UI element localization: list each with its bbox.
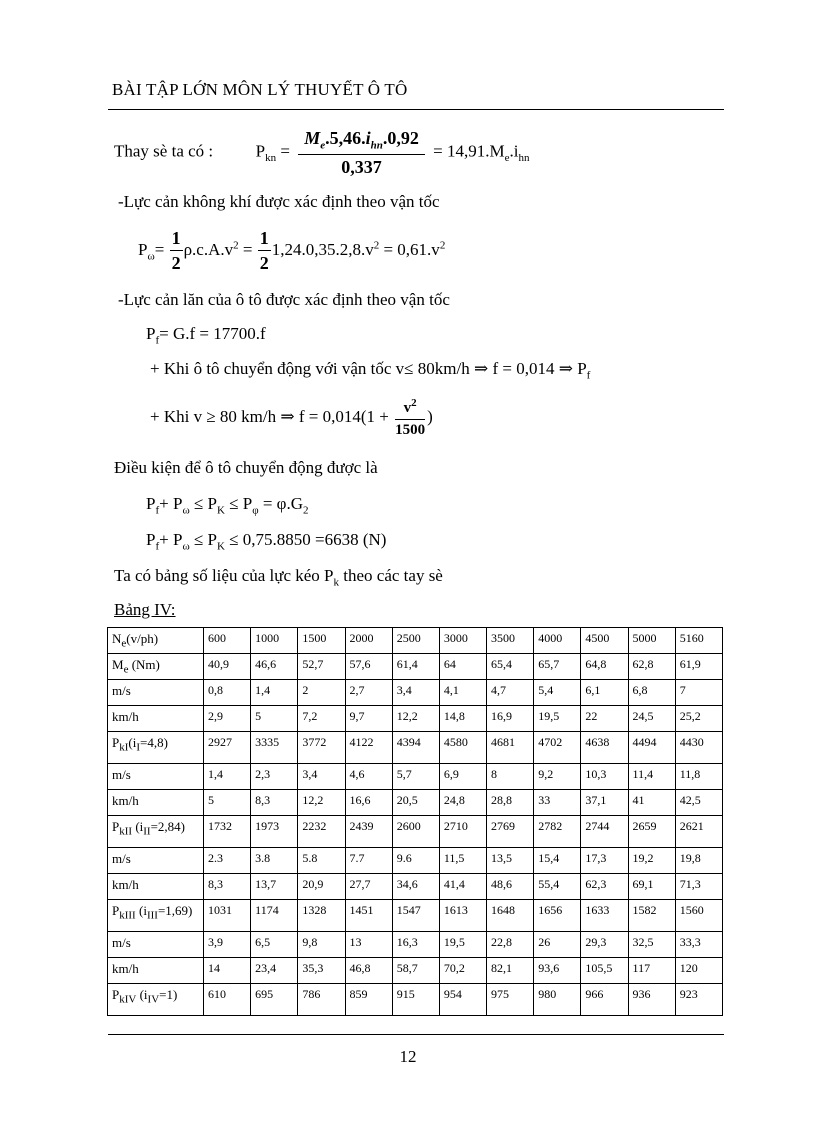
- row-gear1-pk-cell: 2927: [204, 732, 251, 764]
- row-gear4-kmh-cell: 117: [628, 958, 675, 984]
- kmh-label: km/h: [112, 877, 139, 892]
- eq1-num-eff: .0,92: [382, 128, 419, 148]
- row-gear3-kmh-cell: 34,6: [392, 874, 439, 900]
- row-gear4-ms-cell: 22,8: [487, 932, 534, 958]
- row-gear4-kmh-cell: 46,8: [345, 958, 392, 984]
- row-gear1-pk-cell: 4394: [392, 732, 439, 764]
- motion-condition-intro: Điều kiện để ô tô chuyển động được là: [114, 458, 378, 477]
- row-gear2-ms-cell: 11,8: [675, 764, 722, 790]
- row-gear4-ms-cell: 33,3: [675, 932, 722, 958]
- row-engine-speed-cell: 5160: [675, 628, 722, 654]
- page-header: BÀI TẬP LỚN MÔN LÝ THUYẾT Ô TÔ: [112, 80, 408, 99]
- row-gear3-ms-cell: 19,2: [628, 848, 675, 874]
- row-gear3-pk-cell: 1547: [392, 900, 439, 932]
- row-gear4-pk-cell: 915: [392, 984, 439, 1016]
- row-gear3-kmh-cell: 71,3: [675, 874, 722, 900]
- row-gear2-pk-cell: 2439: [345, 816, 392, 848]
- c2-pk-sub: K: [216, 540, 225, 553]
- row-gear4-pk-cell: 786: [298, 984, 345, 1016]
- row-gear2-pk-cell: 2710: [439, 816, 486, 848]
- row-gear3-kmh-cell: 41,4: [439, 874, 486, 900]
- eq2-half-b-num: 1: [258, 228, 271, 251]
- eq2-term2: 1,24.0,35.2,8.v: [271, 239, 374, 259]
- row-engine-torque-cell: 57,6: [345, 654, 392, 680]
- pk-ratio-value: =1): [159, 987, 178, 1002]
- row-gear3-kmh-cell: 27,7: [345, 874, 392, 900]
- row-gear4-ms-cell: 32,5: [628, 932, 675, 958]
- high-speed-num-sup: 2: [411, 397, 417, 409]
- row-engine-speed-cell: 4500: [581, 628, 628, 654]
- row-engine-speed-label: [108, 628, 204, 654]
- row-gear3-ms-cell: 13,5: [487, 848, 534, 874]
- eq2-equals: =: [154, 239, 165, 259]
- row-gear2-kmh: [108, 790, 723, 816]
- row-gear4-ms-cell: 9,8: [298, 932, 345, 958]
- eq1-num-me: M: [304, 128, 321, 148]
- pk-ratio-open: (i: [132, 819, 144, 834]
- row-gear1-pk-cell: 3772: [298, 732, 345, 764]
- row-gear4-ms-cell: 19,5: [439, 932, 486, 958]
- eq1-rhs-sub-hn: hn: [518, 152, 530, 165]
- table-intro-a: Ta có bảng số liệu của lực kéo P: [114, 566, 334, 585]
- row-gear1-pk: [108, 732, 723, 764]
- row-gear4-kmh-cell: 82,1: [487, 958, 534, 984]
- row-engine-torque-cell: 46,6: [251, 654, 298, 680]
- row-engine-speed-cell: 1000: [251, 628, 298, 654]
- row-gear4-ms-cell: 3,9: [204, 932, 251, 958]
- row-gear2-kmh-cell: 37,1: [581, 790, 628, 816]
- row-gear4-pk-cell: 923: [675, 984, 722, 1016]
- row-gear2-ms-cell: 1,4: [204, 764, 251, 790]
- row-gear4-kmh-cell: 14: [204, 958, 251, 984]
- equation-pkn: [114, 128, 529, 178]
- pk-label-sub: kII: [119, 825, 133, 838]
- row-gear2-ms-cell: 3,4: [298, 764, 345, 790]
- pk-ratio-open: (i: [135, 903, 147, 918]
- row-engine-torque-cell: 65,4: [487, 654, 534, 680]
- pk-ratio-sub: I: [136, 741, 141, 754]
- row-gear2-pk-cell: 2659: [628, 816, 675, 848]
- pk-ratio-open: (i: [128, 735, 137, 750]
- pk-ratio-value: =1,69): [157, 903, 193, 918]
- row-gear2-pk: [108, 816, 723, 848]
- row-gear3-kmh-cell: 69,1: [628, 874, 675, 900]
- row-gear1-kmh-cell: 19,5: [534, 706, 581, 732]
- row-gear4-ms-cell: 6,5: [251, 932, 298, 958]
- eq2-lhs: P: [138, 239, 148, 259]
- high-speed-den: 1500: [395, 422, 426, 438]
- c1-pf-sub: f: [155, 504, 160, 517]
- row-gear3-pk-cell: 1560: [675, 900, 722, 932]
- row-gear1-kmh: [108, 706, 723, 732]
- row-gear1-pk-cell: 4638: [581, 732, 628, 764]
- eq2-lhs-sub: ω: [147, 250, 155, 263]
- ms-label: m/s: [112, 935, 131, 950]
- pk-label-sub: kIV: [119, 993, 137, 1006]
- row-gear2-ms-cell: 11,4: [628, 764, 675, 790]
- table-intro-b: theo các tay sè: [339, 566, 443, 585]
- row-gear3-ms-cell: 2.3: [204, 848, 251, 874]
- pk-ratio-sub: IV: [147, 993, 160, 1006]
- row-gear1-ms-cell: 4,7: [487, 680, 534, 706]
- kmh-label: km/h: [112, 709, 139, 724]
- row-gear4-kmh-cell: 35,3: [298, 958, 345, 984]
- row-gear1-ms-cell: 7: [675, 680, 722, 706]
- row-engine-speed-cell: 2500: [392, 628, 439, 654]
- row-engine-speed-cell: 1500: [298, 628, 345, 654]
- low-speed-sub: f: [586, 369, 591, 382]
- eq1-intro: Thay sè ta có :: [114, 141, 214, 161]
- row-gear2-pk-cell: 2600: [392, 816, 439, 848]
- row-gear3-ms-label: [108, 848, 204, 874]
- eq1-denominator: 0,337: [341, 156, 382, 177]
- eq2-term1-sup: 2: [233, 239, 239, 252]
- eq2-term3: = 0,61.v: [379, 239, 440, 259]
- eq1-rhs-i: .i: [509, 141, 519, 161]
- header-rule: [108, 109, 724, 110]
- ne-label-sub: e: [121, 637, 127, 650]
- row-gear2-ms-cell: 9,2: [534, 764, 581, 790]
- row-gear4-kmh-label: [108, 958, 204, 984]
- row-engine-torque-cell: 64,8: [581, 654, 628, 680]
- eq1-rhs: = 14,91.M: [433, 141, 505, 161]
- row-gear2-ms-cell: 6,9: [439, 764, 486, 790]
- eq3-p: P: [146, 324, 156, 343]
- pk-label-sub: kI: [119, 741, 129, 754]
- eq1-fraction: [298, 128, 425, 178]
- row-gear4-pk-label: [108, 984, 204, 1016]
- traction-force-table: [107, 627, 723, 1016]
- row-gear3-ms-cell: 17,3: [581, 848, 628, 874]
- row-engine-speed-cell: 3000: [439, 628, 486, 654]
- row-gear3-pk-cell: 1633: [581, 900, 628, 932]
- row-gear3-ms-cell: 5.8: [298, 848, 345, 874]
- row-gear3-ms: [108, 848, 723, 874]
- eq3-p-sub: f: [155, 334, 160, 347]
- row-gear3-ms-cell: 3.8: [251, 848, 298, 874]
- row-gear2-ms-cell: 2,3: [251, 764, 298, 790]
- row-gear3-pk-cell: 1328: [298, 900, 345, 932]
- row-gear1-kmh-cell: 25,2: [675, 706, 722, 732]
- c2-pk: ≤ P: [189, 530, 217, 549]
- row-engine-torque-cell: 61,4: [392, 654, 439, 680]
- me-label: M: [112, 657, 124, 672]
- eq1-lhs-sub: kn: [265, 152, 277, 165]
- row-gear1-ms-cell: 4,1: [439, 680, 486, 706]
- row-gear4-ms-cell: 26: [534, 932, 581, 958]
- row-gear1-kmh-cell: 14,8: [439, 706, 486, 732]
- pk-ratio-open: (i: [136, 987, 148, 1002]
- row-gear1-kmh-cell: 7,2: [298, 706, 345, 732]
- row-gear2-pk-cell: 2744: [581, 816, 628, 848]
- row-gear1-pk-cell: 4430: [675, 732, 722, 764]
- c1-pf: P: [146, 494, 156, 513]
- row-gear4-pk-cell: 975: [487, 984, 534, 1016]
- row-gear4-kmh-cell: 58,7: [392, 958, 439, 984]
- row-engine-torque-cell: 52,7: [298, 654, 345, 680]
- row-gear1-ms-cell: 2,7: [345, 680, 392, 706]
- row-gear2-kmh-cell: 12,2: [298, 790, 345, 816]
- row-engine-speed: [108, 628, 723, 654]
- condition-inequality-2: [146, 530, 386, 552]
- row-gear3-kmh-cell: 48,6: [487, 874, 534, 900]
- eq2-equals-b: =: [238, 239, 257, 259]
- row-gear2-ms-cell: 10,3: [581, 764, 628, 790]
- row-engine-speed-cell: 3500: [487, 628, 534, 654]
- row-gear1-kmh-cell: 12,2: [392, 706, 439, 732]
- row-gear2-pk-cell: 2232: [298, 816, 345, 848]
- kmh-label: km/h: [112, 961, 139, 976]
- row-gear2-kmh-cell: 41: [628, 790, 675, 816]
- condition-high-speed: [150, 397, 433, 439]
- equation-pw: [138, 228, 445, 274]
- row-gear2-ms-cell: 4,6: [345, 764, 392, 790]
- eq2-half-a-den: 2: [171, 253, 181, 273]
- eq1-num-me-sub: e: [320, 139, 326, 152]
- row-gear2-pk-cell: 2769: [487, 816, 534, 848]
- row-gear4-kmh-cell: 23,4: [251, 958, 298, 984]
- row-engine-speed-cell: 2000: [345, 628, 392, 654]
- eq2-term3-sup: 2: [439, 239, 446, 252]
- high-speed-num: v: [403, 400, 412, 416]
- row-gear3-pk-label: [108, 900, 204, 932]
- ms-label: m/s: [112, 851, 131, 866]
- row-gear2-pk-cell: 1732: [204, 816, 251, 848]
- row-gear3-ms-cell: 9.6: [392, 848, 439, 874]
- row-gear4-kmh-cell: 120: [675, 958, 722, 984]
- row-gear1-pk-cell: 3335: [251, 732, 298, 764]
- row-gear4-pk-cell: 980: [534, 984, 581, 1016]
- row-gear1-kmh-cell: 22: [581, 706, 628, 732]
- footer-rule: [108, 1034, 724, 1035]
- row-gear4-pk: [108, 984, 723, 1016]
- pk-ratio-value: =4,8): [140, 735, 168, 750]
- row-gear2-pk-cell: 1973: [251, 816, 298, 848]
- row-gear3-ms-cell: 15,4: [534, 848, 581, 874]
- row-gear4-pk-cell: 859: [345, 984, 392, 1016]
- eq2-term1: ρ.c.A.v: [183, 239, 234, 259]
- pk-ratio-value: =2,84): [150, 819, 186, 834]
- pk-ratio-sub: III: [146, 909, 158, 922]
- row-gear4-ms-cell: 29,3: [581, 932, 628, 958]
- c1-g-sub: 2: [303, 504, 309, 517]
- row-gear1-pk-cell: 4122: [345, 732, 392, 764]
- row-gear2-kmh-cell: 5: [204, 790, 251, 816]
- low-speed-text: + Khi ô tô chuyển động với vận tốc v≤ 80km/h ⇒ f = 0,014 ⇒ P: [150, 359, 587, 378]
- c1-pw: + P: [159, 494, 183, 513]
- c1-pphi-sub: φ: [252, 504, 259, 517]
- rolling-resistance-intro: -Lực cản lăn của ô tô được xác định theo vận tốc: [118, 290, 450, 309]
- pk-label: P: [112, 735, 120, 750]
- row-engine-speed-cell: 600: [204, 628, 251, 654]
- row-gear2-kmh-cell: 28,8: [487, 790, 534, 816]
- row-gear2-pk-label: [108, 816, 204, 848]
- c2-pw: + P: [159, 530, 183, 549]
- row-engine-torque-cell: 64: [439, 654, 486, 680]
- kmh-label: km/h: [112, 793, 139, 808]
- row-gear3-pk-cell: 1451: [345, 900, 392, 932]
- row-engine-torque-label: [108, 654, 204, 680]
- eq1-num-i: i: [365, 128, 371, 148]
- eq2-half-a-num: 1: [170, 228, 183, 251]
- row-gear1-ms-cell: 6,1: [581, 680, 628, 706]
- row-gear3-pk: [108, 900, 723, 932]
- row-engine-torque: [108, 654, 723, 680]
- row-gear2-kmh-cell: 42,5: [675, 790, 722, 816]
- high-speed-fraction: [395, 397, 425, 439]
- row-gear2-kmh-cell: 20,5: [392, 790, 439, 816]
- row-gear1-pk-cell: 4681: [487, 732, 534, 764]
- row-gear3-ms-cell: 11,5: [439, 848, 486, 874]
- c2-pf-sub: f: [155, 540, 160, 553]
- row-engine-speed-cell: 4000: [534, 628, 581, 654]
- row-gear2-ms-cell: 5,7: [392, 764, 439, 790]
- row-gear3-pk-cell: 1031: [204, 900, 251, 932]
- row-gear1-pk-cell: 4580: [439, 732, 486, 764]
- eq1-rhs-sub-e: e: [504, 152, 510, 165]
- row-gear2-kmh-cell: 24,8: [439, 790, 486, 816]
- row-gear1-kmh-cell: 2,9: [204, 706, 251, 732]
- row-gear2-ms-cell: 8: [487, 764, 534, 790]
- table-intro: [114, 566, 443, 588]
- row-gear4-kmh-cell: 105,5: [581, 958, 628, 984]
- row-gear1-ms-label: [108, 680, 204, 706]
- table-intro-sub: k: [333, 576, 340, 589]
- eq2-half-b-den: 2: [259, 253, 269, 273]
- row-gear3-pk-cell: 1174: [251, 900, 298, 932]
- row-gear3-kmh-cell: 20,9: [298, 874, 345, 900]
- row-engine-speed-cell: 5000: [628, 628, 675, 654]
- eq2-term2-sup: 2: [373, 239, 380, 252]
- row-gear1-ms-cell: 1,4: [251, 680, 298, 706]
- row-gear2-ms-label: [108, 764, 204, 790]
- row-gear3-kmh-cell: 8,3: [204, 874, 251, 900]
- eq1-lhs: P: [255, 141, 266, 161]
- row-gear3-pk-cell: 1648: [487, 900, 534, 932]
- air-resistance-intro: -Lực cản không khí được xác định theo vận tốc: [118, 192, 440, 211]
- me-label-sub: e: [123, 663, 129, 676]
- pk-label: P: [112, 819, 120, 834]
- row-gear2-kmh-cell: 8,3: [251, 790, 298, 816]
- row-gear3-pk-cell: 1613: [439, 900, 486, 932]
- row-gear4-pk-cell: 954: [439, 984, 486, 1016]
- row-gear4-ms: [108, 932, 723, 958]
- row-gear3-pk-cell: 1656: [534, 900, 581, 932]
- eq2-half-b: [258, 228, 271, 274]
- row-gear3-kmh-cell: 62,3: [581, 874, 628, 900]
- row-gear4-pk-cell: 966: [581, 984, 628, 1016]
- me-unit: (Nm): [128, 657, 160, 672]
- equation-pf: [146, 324, 266, 346]
- row-gear3-kmh: [108, 874, 723, 900]
- pk-label: P: [112, 987, 120, 1002]
- row-engine-torque-cell: 62,8: [628, 654, 675, 680]
- row-gear1-ms-cell: 3,4: [392, 680, 439, 706]
- row-gear4-pk-cell: 610: [204, 984, 251, 1016]
- row-gear1-kmh-cell: 5: [251, 706, 298, 732]
- row-gear4-kmh-cell: 93,6: [534, 958, 581, 984]
- eq3-rest: = G.f = 17700.f: [159, 324, 266, 343]
- row-gear2-kmh-cell: 16,6: [345, 790, 392, 816]
- high-speed-text: + Khi v ≥ 80 km/h ⇒ f = 0,014(1 +: [150, 406, 394, 426]
- ms-label: m/s: [112, 767, 131, 782]
- row-gear3-ms-cell: 19,8: [675, 848, 722, 874]
- row-gear1-pk-cell: 4702: [534, 732, 581, 764]
- row-gear1-kmh-cell: 9,7: [345, 706, 392, 732]
- c2-pw-sub: ω: [182, 540, 190, 553]
- row-gear3-pk-cell: 1582: [628, 900, 675, 932]
- pk-ratio-sub: II: [143, 825, 151, 838]
- ne-unit: (v/ph): [126, 631, 159, 646]
- row-gear1-kmh-cell: 16,9: [487, 706, 534, 732]
- row-engine-torque-cell: 65,7: [534, 654, 581, 680]
- page-number: 12: [399, 1047, 417, 1066]
- row-gear2-pk-cell: 2782: [534, 816, 581, 848]
- row-gear4-kmh-cell: 70,2: [439, 958, 486, 984]
- row-gear3-kmh-cell: 13,7: [251, 874, 298, 900]
- row-gear4-ms-cell: 16,3: [392, 932, 439, 958]
- row-engine-torque-cell: 61,9: [675, 654, 722, 680]
- row-gear1-kmh-label: [108, 706, 204, 732]
- condition-inequality-1: [146, 494, 309, 516]
- row-gear1-kmh-cell: 24,5: [628, 706, 675, 732]
- c1-pphi: ≤ P: [224, 494, 253, 513]
- eq1-equals: =: [276, 141, 295, 161]
- row-gear4-ms-label: [108, 932, 204, 958]
- high-speed-close: ): [427, 406, 433, 426]
- row-engine-torque-cell: 40,9: [204, 654, 251, 680]
- c2-rest: ≤ 0,75.8850 =6638 (N): [224, 530, 387, 549]
- eq1-num-factor: .5,46.: [325, 128, 366, 148]
- c2-pf: P: [146, 530, 156, 549]
- row-gear4-pk-cell: 936: [628, 984, 675, 1016]
- row-gear1-pk-cell: 4494: [628, 732, 675, 764]
- row-gear3-kmh-label: [108, 874, 204, 900]
- c1-pw-sub: ω: [182, 504, 190, 517]
- row-gear1-pk-label: [108, 732, 204, 764]
- pk-label-sub: kIII: [119, 909, 136, 922]
- eq1-num-i-sub: hn: [370, 139, 383, 152]
- row-gear4-kmh: [108, 958, 723, 984]
- row-gear3-kmh-cell: 55,4: [534, 874, 581, 900]
- table-title: Bảng IV:: [114, 600, 176, 619]
- row-gear1-ms: [108, 680, 723, 706]
- c1-g: = φ.G: [258, 494, 304, 513]
- row-gear1-ms-cell: 2: [298, 680, 345, 706]
- c1-pk: ≤ P: [189, 494, 217, 513]
- row-gear2-ms: [108, 764, 723, 790]
- row-gear2-kmh-cell: 33: [534, 790, 581, 816]
- ms-label: m/s: [112, 683, 131, 698]
- row-gear4-pk-cell: 695: [251, 984, 298, 1016]
- row-gear4-ms-cell: 13: [345, 932, 392, 958]
- row-gear3-ms-cell: 7.7: [345, 848, 392, 874]
- row-gear1-ms-cell: 6,8: [628, 680, 675, 706]
- ne-label: N: [112, 631, 122, 646]
- eq2-half-a: [170, 228, 183, 274]
- row-gear2-pk-cell: 2621: [675, 816, 722, 848]
- c1-pk-sub: K: [216, 504, 225, 517]
- pk-label: P: [112, 903, 120, 918]
- row-gear1-ms-cell: 0,8: [204, 680, 251, 706]
- row-gear2-kmh-label: [108, 790, 204, 816]
- row-gear1-ms-cell: 5,4: [534, 680, 581, 706]
- condition-low-speed: [150, 359, 590, 381]
